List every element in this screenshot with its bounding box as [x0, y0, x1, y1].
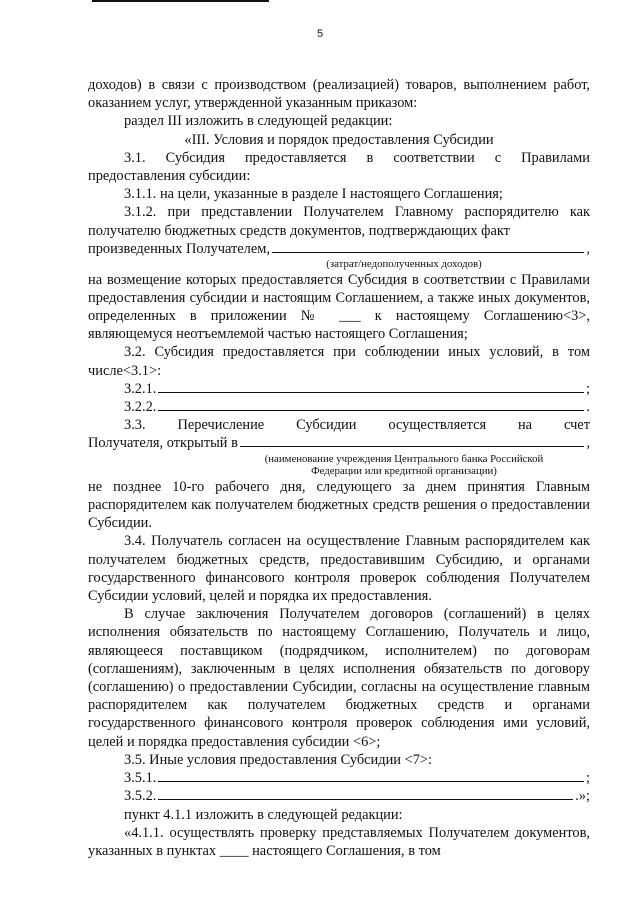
- caption-bank: (наименование учреждения Центрального банка Российской Федерации или кредитной организации): [264, 452, 544, 478]
- paragraph-4-1-1: «4.1.1. осуществлять проверку представляемых Получателем документов, указанных в пунктах ____ настоящего Соглашения, в том: [88, 824, 590, 859]
- paragraph-3-1: 3.1. Субсидия предоставляется в соответствии с Правилами предоставления субсидии:: [88, 149, 590, 185]
- paragraph-3-5: 3.5. Иные условия предоставления Субсидии <7>:: [124, 751, 433, 768]
- section-heading: «III. Условия и порядок предоставления Субсидии: [184, 131, 494, 148]
- blank-line-3-2-2: [88, 398, 590, 416]
- blank-field: [158, 798, 573, 800]
- blank-line-end: ,: [586, 435, 590, 452]
- blank-line-costs: [88, 240, 590, 258]
- page-number: 5: [316, 28, 324, 40]
- blank-line-label: 3.5.1.: [124, 770, 157, 787]
- blank-line-end: .: [586, 399, 590, 416]
- blank-line-end: ;: [586, 770, 590, 787]
- blank-field: [158, 780, 584, 782]
- blank-line-end: ;: [586, 380, 590, 397]
- paragraph-1: доходов) в связи с производством (реализацией) товаров, выполнением работ, оказанием услуг, утвержденной указанным приказом:: [88, 77, 590, 112]
- blank-line-end: .»;: [575, 788, 590, 805]
- paragraph-3-2: 3.2. Субсидия предоставляется при соблюдении иных условий, в том числе<3.1>:: [88, 344, 590, 379]
- blank-field: [272, 251, 584, 253]
- blank-line-account: [88, 434, 590, 452]
- blank-line-label: 3.2.1.: [124, 380, 157, 397]
- blank-line-3-5-2: [88, 787, 590, 805]
- blank-line-label: 3.5.2.: [124, 788, 157, 805]
- blank-line-label: 3.2.2.: [124, 399, 157, 416]
- caption-costs: (затрат/недополученных доходов): [326, 258, 482, 271]
- paragraph-3-1-1: 3.1.1. на цели, указанные в разделе I настоящего Соглашения;: [124, 186, 503, 203]
- paragraph-3-3: 3.3. Перечисление Субсидии осуществляется на счет: [124, 417, 590, 434]
- blank-line-3-5-1: [88, 769, 590, 787]
- header-rule: [92, 0, 269, 2]
- blank-field: [240, 445, 584, 447]
- paragraph-reimbursement: на возмещение которых предоставляется Субсидия в соответствии с Правилами предоставления субсидии и настоящим Соглашением, а также иных документов, определенных в приложении № ___ к настоящему Соглашению<3>, являющемуся неотъемлемой частью настоящего Соглашения;: [88, 271, 590, 343]
- blank-line-label: Получателя, открытый в: [88, 435, 238, 452]
- blank-field: [158, 391, 584, 393]
- paragraph-deadline: не позднее 10-го рабочего дня, следующего за днем принятия Главным распорядителем как получателем бюджетных средств решения о предоставлении Субсидии.: [88, 478, 590, 532]
- blank-line-end: ,: [586, 240, 590, 257]
- paragraph-3-4: 3.4. Получатель согласен на осуществление Главным распорядителем как получателем бюджетных средств, предоставившим Субсидию, и органами государственного финансового контроля проверок соблюдения Получателем Субсидии условий, целей и порядка их предоставления.: [88, 533, 590, 605]
- paragraph-point-4-1-1: пункт 4.1.1 изложить в следующей редакции:: [124, 806, 403, 823]
- document-body: [88, 76, 590, 860]
- paragraph-contracts: В случае заключения Получателем договоров (соглашений) в целях исполнения обязательств по настоящему Соглашению, Получатель и лицо, являющееся поставщиком (подрядчиком, исполнителем) по договорам (соглашениям), заключенным в целях исполнения обязательств по договору (соглашению) о предоставлении Субсидии, согласны на осуществление главным распорядителем как получателем бюджетных средств и органами государственного финансового контроля проверок соблюдения ими условий, целей и порядка предоставления субсидии <6>;: [88, 606, 590, 750]
- blank-line-3-2-1: [88, 380, 590, 398]
- blank-line-label: произведенных Получателем,: [88, 240, 270, 257]
- paragraph-3-1-2: 3.1.2. при представлении Получателем Главному распорядителю как получателю бюджетных средств документов, подтверждающих факт: [88, 204, 590, 239]
- blank-field: [158, 409, 584, 411]
- paragraph-2: раздел III изложить в следующей редакции:: [124, 113, 393, 130]
